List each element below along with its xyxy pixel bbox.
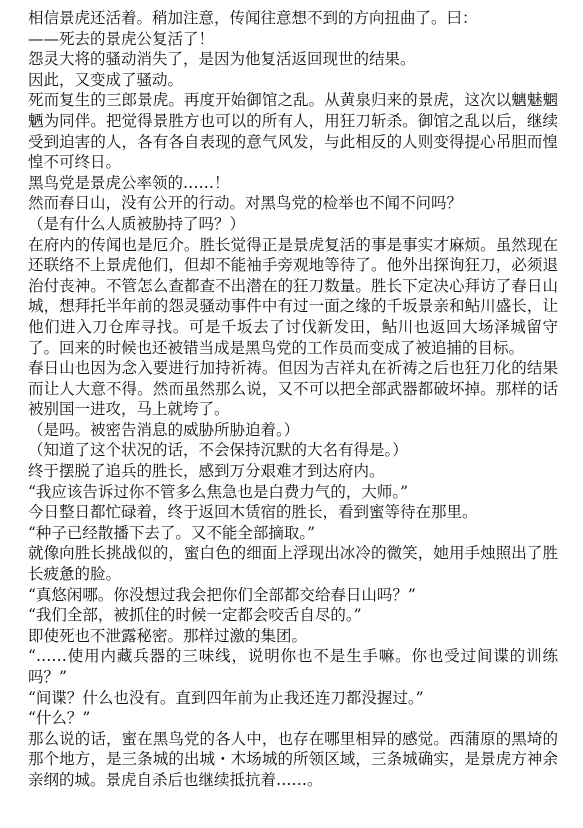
paragraph-11: （是吗。被密告消息的威胁所胁迫着。） [28, 420, 300, 439]
paragraph-16: “种子已经散播下去了。又不能全部摘取。” [28, 523, 316, 542]
paragraph-4: 因此，又变成了骚动。 [28, 70, 184, 89]
paragraph-10: 春日山也因为念入要进行加持祈祷。但因为吉祥丸在祈祷之后也狂刀化的结果而让人大意不得。然而虽然那么说，又不可以把全部武器都破坏掉。那样的话被别国一进攻，马上就垮了。 [28, 359, 558, 419]
paragraph-14: “我应该告诉过你不管多么焦急也是白费力气的，大师。” [28, 482, 409, 501]
paragraph-6: 黑鸟党是景虎公率领的……！ [28, 173, 230, 192]
paragraph-1: 相信景虎还活着。稍加注意，传闻往意想不到的方向扭曲了。曰： [28, 9, 478, 27]
paragraph-18: “真悠闲哪。你没想过我会把你们全部都交给春日山吗？” [28, 585, 416, 604]
paragraph-12: （知道了这个状况的话，不会保持沉默的大名有得是。） [28, 441, 408, 460]
paragraph-15: 今日整日都忙碌着，终于返回木赁宿的胜长，看到蜜等待在那里。 [28, 503, 478, 522]
paragraph-23: “什么？” [28, 709, 91, 728]
paragraph-21: “……使用内藏兵器的三味线，说明你也不是生手嘛。你也受过间谍的训练吗？” [28, 647, 558, 686]
paragraph-5: 死而复生的三郎景虎。再度开始御馆之乱。从黄泉归来的景虎，这次以魑魅魍魉为同伴。把觉得景胜方也可以的所有人，用狂刀斩杀。御馆之乱以后，继续受到迫害的人，各有各自表现的意气风发，与此相反的人则变得提心吊胆而惶惶不可终日。 [28, 91, 558, 172]
paragraph-3: 怨灵大将的骚动消失了，是因为他复活返回现世的结果。 [28, 50, 416, 69]
paragraph-19: “我们全部，被抓住的时候一定都会咬舌自尽的。” [28, 606, 362, 625]
paragraph-22: “间谍？什么也没有。直到四年前为止我还连刀都没握过。” [28, 688, 424, 707]
paragraph-24: 那么说的话，蜜在黑鸟党的各人中，也存在哪里相异的感觉。西蒲原的黑埼的那个地方，是三条城的出城・木场城的所领区域，三条城确实，是景虎方神余亲纲的城。景虎自杀后也继续抵抗着……。 [28, 729, 558, 789]
paragraph-2: ——死去的景虎公复活了！ [28, 29, 215, 48]
paragraph-8: （是有什么人质被胁持了吗？） [28, 214, 246, 233]
paragraph-20: 即使死也不泄露秘密。那样过激的集团。 [28, 626, 308, 645]
document-page [28, 8, 558, 791]
paragraph-17: 就像向胜长挑战似的，蜜白色的细面上浮现出冰冷的微笑，她用手烛照出了胜长疲惫的脸。 [28, 544, 558, 584]
paragraph-13: 终于摆脱了追兵的胜长，感到万分艰难才到达府内。 [28, 462, 385, 481]
paragraph-7: 然而春日山，没有公开的行动。对黑鸟党的检举也不闻不问吗？ [28, 194, 463, 213]
paragraph-9: 在府内的传闻也是厄介。胜长觉得正是景虎复活的事是事实才麻烦。虽然现在还联络不上景虎他们，但却不能袖手旁观地等待了。他外出探询狂刀，必须退治付丧神。不管怎么查都查不出潜在的狂刀数量。胜长下定决心拜访了春日山城，想拜托半年前的怨灵骚动事件中有过一面之缘的千坂景亲和鲇川盛长，让他们进入刀仓库寻找。可是千坂去了讨伐新发田，鲇川也返回大场泽城留守了。回来的时候也还被错当成是黑鸟党的工作员而变成了被追捕的目标。 [28, 235, 558, 357]
